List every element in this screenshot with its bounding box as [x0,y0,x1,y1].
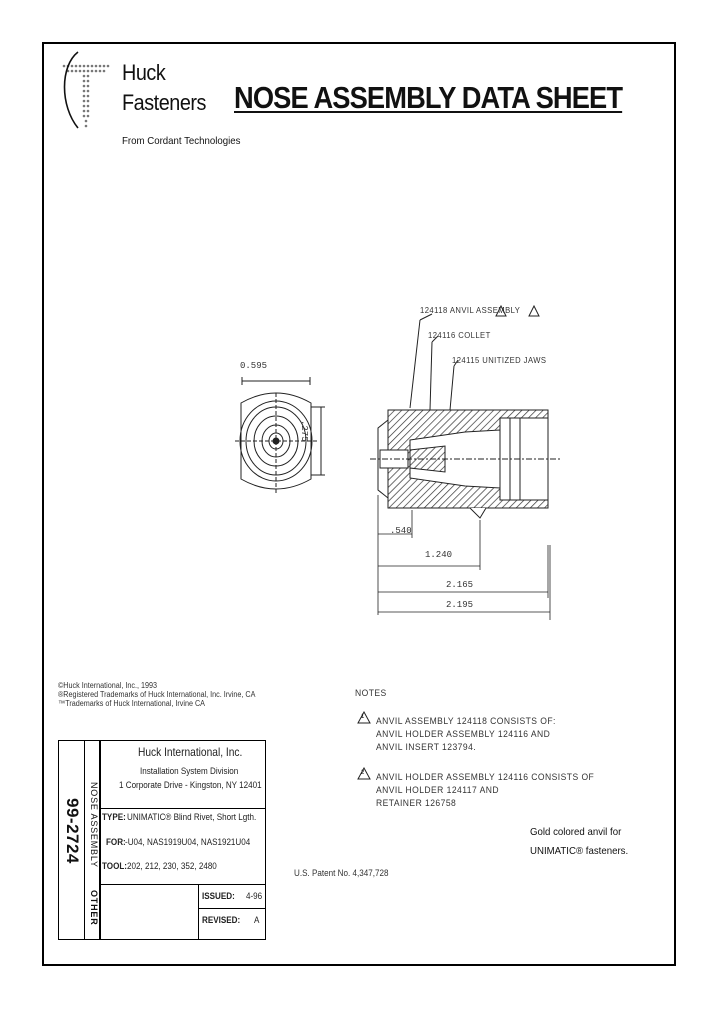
company-division: Installation System Division [140,766,239,777]
note1-line-1: ANVIL ASSEMBLY 124118 CONSISTS OF: [376,716,556,727]
trademark-line-3: ™Trademarks of Huck International, Irvine CA [58,699,205,708]
notes-heading: NOTES [355,688,387,699]
huck-logo-icon [58,46,118,136]
note2-line-1: ANVIL HOLDER ASSEMBLY 124116 CONSISTS OF [376,772,595,783]
dim-d2: 1.240 [425,550,453,560]
gold-note-line-2: UNIMATIC® fasteners. [530,845,629,857]
type-label: TYPE: [102,812,126,823]
front-height-dim: .275 [299,420,309,442]
note2-line-3: RETAINER 126758 [376,798,457,809]
trademark-line-1: ©Huck International, Inc., 1993 [58,681,157,690]
note1-marker: 1 [361,714,365,720]
tool-label: TOOL: [102,861,127,872]
revised-label: REVISED: [202,915,241,926]
note1-line-3: ANVIL INSERT 123794. [376,742,477,753]
jaws-callout: 124115 UNITIZED JAWS [452,355,547,365]
revised-value: A [254,915,260,926]
note2-marker: 2 [361,770,365,776]
doc-number: 99-2724 [63,798,82,864]
type-value: UNIMATIC® Blind Rivet, Short Lgth. [127,812,257,823]
tb-divider-h2 [198,908,266,909]
tb-divider-top [100,808,266,809]
company-address: 1 Corporate Drive - Kingston, NY 12401 [119,780,262,791]
for-label: FOR: [106,837,126,848]
front-view-drawing [225,355,340,525]
trademark-line-2: ®Registered Trademarks of Huck International, Inc. Irvine, CA [58,690,256,699]
issued-label: ISSUED: [202,891,235,902]
front-width-dim: 0.595 [240,361,268,371]
brand-line1: Huck [122,60,166,85]
patent-number: U.S. Patent No. 4,347,728 [294,868,389,878]
collet-callout: 124116 COLLET [428,330,491,340]
other-label: OTHER [89,890,99,926]
note1-line-2: ANVIL HOLDER ASSEMBLY 124116 AND [376,729,551,740]
dim-d3: 2.165 [446,580,474,590]
dim-d1: .540 [390,526,412,536]
note2-line-2: ANVIL HOLDER 124117 AND [376,785,499,796]
tb-divider-v [198,884,199,940]
category-label: NOSE ASSEMBLY [89,782,99,868]
for-value: -U04, NAS1919U04, NAS1921U04 [125,837,251,848]
tool-value: 202, 212, 230, 352, 2480 [127,861,217,872]
company-name: Huck International, Inc. [138,745,243,759]
page-title: NOSE ASSEMBLY DATA SHEET [234,80,623,115]
brand-line2: Fasteners [122,90,206,115]
logo-tagline: From Cordant Technologies [122,135,241,147]
issued-value: 4-96 [246,891,263,902]
tb-divider [100,884,266,885]
gold-note-line-1: Gold colored anvil for [530,826,622,838]
anvil-assembly-callout: 124118 ANVIL ASSEMBLY [420,305,521,315]
dim-d4: 2.195 [446,600,474,610]
